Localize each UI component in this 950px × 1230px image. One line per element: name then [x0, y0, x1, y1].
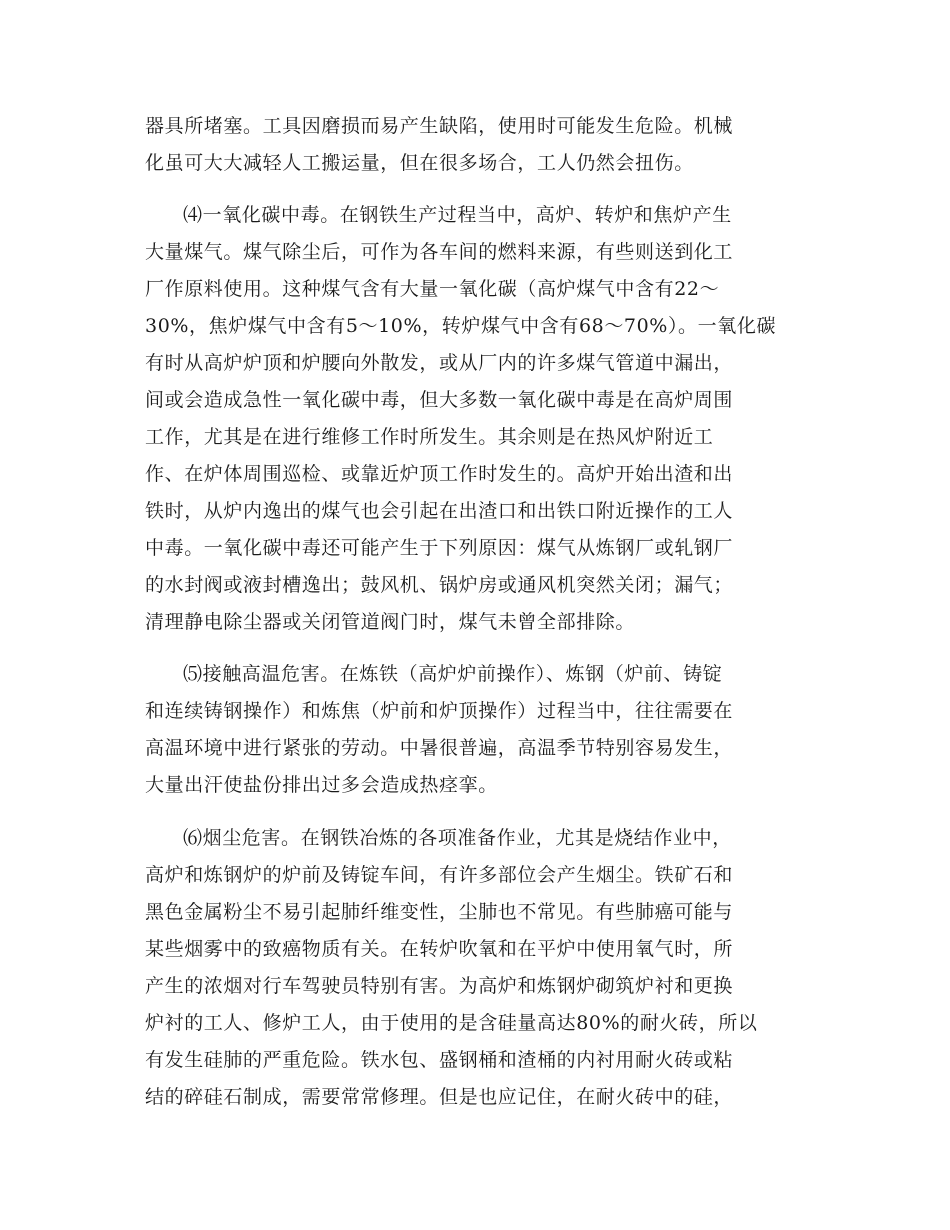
- paragraph-carbon-monoxide-poisoning: [145, 197, 815, 641]
- text-line: 黑色金属粉尘不易引起肺纤维变性，尘肺也不常见。有些肺癌可能与: [145, 901, 734, 923]
- text-line: 30%，焦炉煤气中含有5～10%，转炉煤气中含有68～70%）。一氧化碳: [145, 315, 777, 337]
- text-line: 和连续铸钢操作）和炼焦（炉前和炉顶操作）过程当中，往往需要在: [145, 700, 734, 722]
- text-line: 大量煤气。煤气除尘后，可作为各车间的燃料来源，有些则送到化工: [145, 241, 734, 263]
- text-line: 大量出汗使盐份排出过多会造成热痉挛。: [145, 774, 498, 796]
- text-line: 有时从高炉炉顶和炉腰向外散发，或从厂内的许多煤气管道中漏出，: [145, 352, 734, 374]
- text-line: 间或会造成急性一氧化碳中毒，但大多数一氧化碳中毒是在高炉周围: [145, 389, 734, 411]
- paragraph-high-temperature-hazard: [145, 656, 815, 804]
- text-line: 高炉和炼钢炉的炉前及铸锭车间，有许多部位会产生烟尘。铁矿石和: [145, 864, 734, 886]
- text-line: ⑹烟尘危害。在钢铁冶炼的各项准备作业，尤其是烧结作业中，: [183, 827, 732, 849]
- paragraph-smoke-dust-hazard: [145, 820, 815, 1116]
- text-line: 结的碎硅石制成，需要常常修理。但是也应记住，在耐火砖中的硅，: [145, 1086, 734, 1108]
- paragraph-manual-handling-continued: [145, 108, 815, 182]
- text-line: 厂作原料使用。这种煤气含有大量一氧化碳（高炉煤气中含有22～: [145, 278, 720, 300]
- text-line: 的水封阀或液封槽逸出；鼓风机、锅炉房或通风机突然关闭；漏气；: [145, 574, 734, 596]
- text-line: 化虽可大大减轻人工搬运量，但在很多场合，工人仍然会扭伤。: [145, 152, 694, 174]
- text-line: 炉衬的工人、修炉工人，由于使用的是含硅量高达80%的耐火砖，所以: [145, 1012, 758, 1034]
- text-line: 高温环境中进行紧张的劳动。中暑很普遍，高温季节特别容易发生，: [145, 737, 734, 759]
- text-line: 清理静电除尘器或关闭管道阀门时，煤气未曾全部排除。: [145, 611, 636, 633]
- text-line: ⑷一氧化碳中毒。在钢铁生产过程当中，高炉、转炉和焦炉产生: [183, 204, 732, 226]
- text-line: 铁时，从炉内逸出的煤气也会引起在出渣口和出铁口附近操作的工人: [145, 500, 734, 522]
- text-line: ⑸接触高温危害。在炼铁（高炉炉前操作）、炼钢（炉前、铸锭: [183, 663, 723, 685]
- text-line: 作、在炉体周围巡检、或靠近炉顶工作时发生的。高炉开始出渣和出: [145, 463, 734, 485]
- text-line: 某些烟雾中的致癌物质有关。在转炉吹氧和在平炉中使用氧气时，所: [145, 938, 734, 960]
- text-line: 器具所堵塞。工具因磨损而易产生缺陷，使用时可能发生危险。机械: [145, 115, 734, 137]
- text-line: 有发生硅肺的严重危险。铁水包、盛钢桶和渣桶的内衬用耐火砖或粘: [145, 1049, 734, 1071]
- text-line: 产生的浓烟对行车驾驶员特别有害。为高炉和炼钢炉砌筑炉衬和更换: [145, 975, 734, 997]
- text-line: 工作，尤其是在进行维修工作时所发生。其余则是在热风炉附近工: [145, 426, 714, 448]
- text-line: 中毒。一氧化碳中毒还可能产生于下列原因：煤气从炼钢厂或轧钢厂: [145, 537, 734, 559]
